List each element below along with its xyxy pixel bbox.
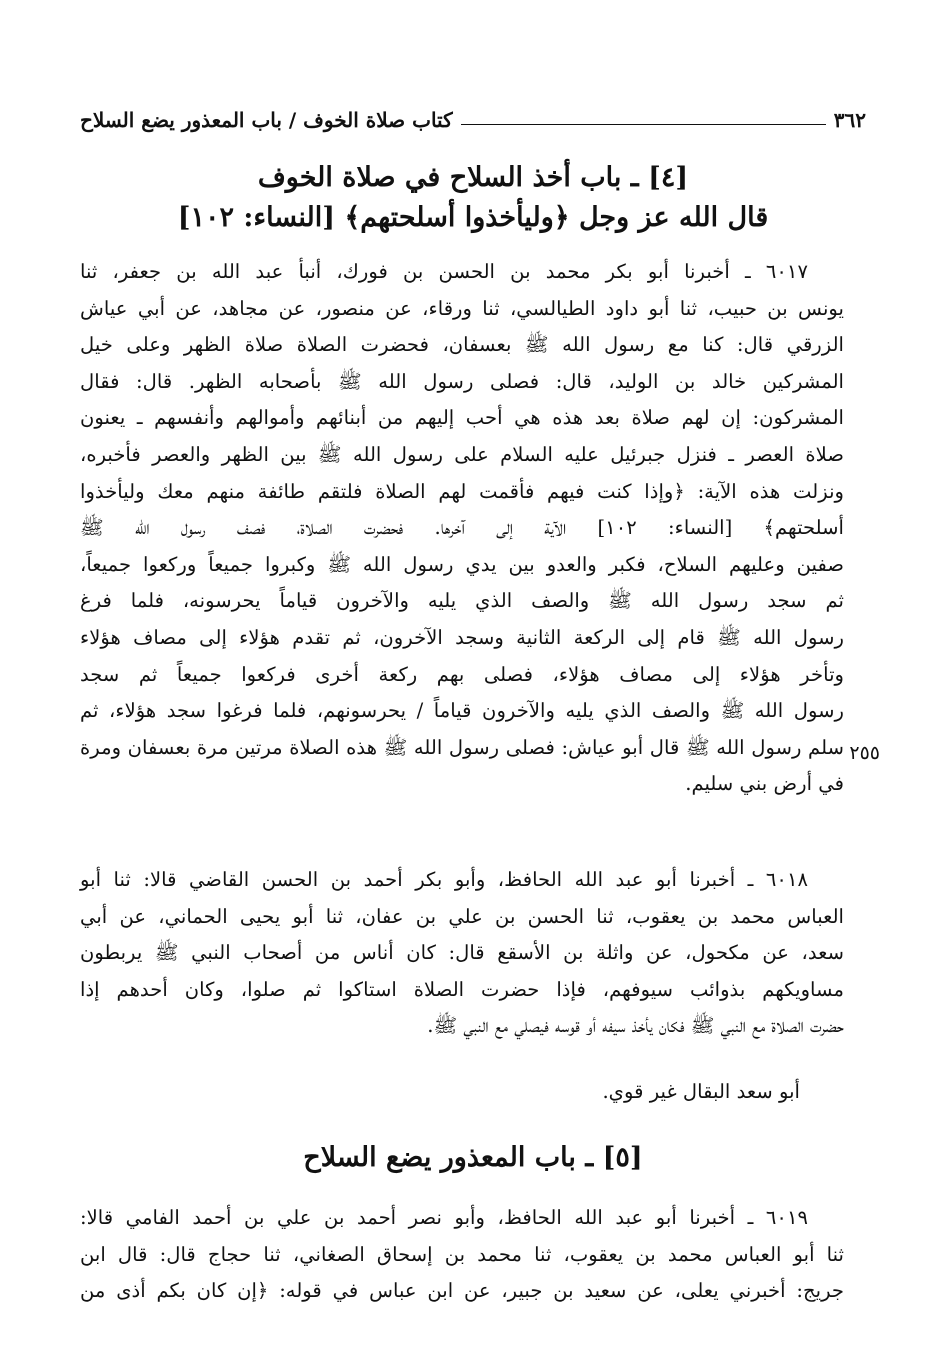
- text-line: جريج: أخبرني يعلى، عن سعيد بن جبير، عن ابن عباس في قوله: ﴿إن كان بكم أذى من: [80, 1279, 844, 1303]
- hadith-6018: [80, 862, 844, 1045]
- text-line: ثم سجد رسول الله ﷺ والصف الذي يليه والآخرون قياماً يحرسونه، فلما فرغ: [80, 589, 844, 613]
- text-line: رسول الله ﷺ والصف الذي يليه والآخرون قياماً / يحرسونهم، فلما فرغوا سجد هؤلاء، ثم: [80, 699, 844, 723]
- chapter-5-title: [٥] ـ باب المعذور يضع السلاح: [303, 1142, 643, 1173]
- text-line: ثنا أبو العباس محمد بن يعقوب، ثنا محمد بن إسحاق الصغاني، ثنا حجاج قال: قال ابن: [80, 1242, 844, 1266]
- text-line: في أرض بني سليم.: [685, 772, 844, 796]
- page-number: ٣٦٢: [833, 108, 866, 132]
- text-line: رسول الله ﷺ قام إلى الركعة الثانية وسجد الآخرون، ثم تقدم هؤلاء إلى مصاف هؤلاء: [80, 625, 844, 649]
- text-line: ٦٠١٨ ـ أخبرنا أبو عبد الله الحافظ، وأبو بكر أحمد بن الحسن القاضي قالا: ثنا أبو: [80, 868, 808, 891]
- text-line: المشركين خالد بن الوليد، قال: فصلى رسول الله ﷺ بأصحابه الظهر. قال: فقال: [80, 369, 844, 393]
- hadith-6018-note: أبو سعد البقال غير قوي.: [602, 1080, 800, 1103]
- text-line: العباس محمد بن يعقوب، ثنا الحسن بن علي بن عفان، ثنا أبو يحيى الحماني، عن أبي: [80, 904, 844, 928]
- chapter-4-title: [٤] ـ باب أخذ السلاح في صلاة الخوف: [257, 162, 689, 193]
- text-line: سلم رسول الله ﷺ قال أبو عياش: فصلى رسول الله ﷺ هذه الصلاة مرتين مرة بعسفان ومرة: [80, 735, 844, 759]
- running-header: [80, 98, 866, 132]
- text-line: ٦٠١٧ ـ أخبرنا أبو بكر محمد بن الحسن بن فورك، أنبأ عبد الله بن جعفر، ثنا: [80, 260, 808, 283]
- text-line: ٦٠١٩ ـ أخبرنا أبو عبد الله الحافظ، وأبو نصر أحمد بن علي بن أحمد الفامي قالا:: [80, 1206, 808, 1229]
- text-line: وتأخر هؤلاء إلى مصاف هؤلاء، فصلى بهم ركعة أخرى فركعوا جميعاً ثم سجد: [80, 662, 844, 686]
- text-line: يونس بن حبيب، ثنا أبو داود الطيالسي، ثنا ورقاء، عن منصور، عن مجاهد، عن أبي عياش: [80, 296, 844, 320]
- margin-page-reference: ٢٥٥: [849, 742, 880, 764]
- text-line: صفين وعليهم السلاح، فكبر والعدو بين يدي رسول الله ﷺ وكبروا جميعاً وركعوا جميعاً،: [80, 552, 844, 576]
- text-line: ونزلت هذه الآية: ﴿وإذا كنت فيهم فأقمت لهم الصلاة فلتقم طائفة منهم معك وليأخذوا: [80, 479, 844, 503]
- text-line: المشركون: إن لهم صلاة بعد هذه هي أحب إليهم من أبنائهم وأموالهم وأنفسهم ـ يعنون: [80, 406, 844, 430]
- text-line: حضرت الصلاة مع النبي ﷺ فكان يأخذ سيفه أو قوسه فيصلي مع النبي ﷺ.: [427, 1014, 844, 1038]
- chapter-4-verse: قال الله عز وجل ﴿وليأخذوا أسلحتهم﴾ [النساء: ١٠٢]: [177, 202, 769, 233]
- text-line: الزرقي قال: كنا مع رسول الله ﷺ بعسفان، فحضرت الصلاة صلاة الظهر وعلى خيل: [80, 333, 844, 357]
- hadith-6019: [80, 1200, 844, 1310]
- hadith-6017: [80, 254, 844, 803]
- header-rule: [461, 124, 826, 125]
- text-line: سعد، عن مكحول، عن واثلة بن الأسقع قال: كان أناس من أصحاب النبي ﷺ يربطون: [80, 941, 844, 965]
- text-line: مساويكهم بذوائب سيوفهم، فإذا حضرت الصلاة استاكوا ثم صلوا، وكان أحدهم إذا: [80, 977, 844, 1001]
- text-line: أسلحتهم﴾ [النساء: ١٠٢] الآية إلى آخرها. فحضرت الصلاة، فصف رسول الله ﷺ: [80, 516, 844, 540]
- text-line: صلاة العصر ـ فنزل جبرئيل عليه السلام على رسول الله ﷺ بين الظهر والعصر فأخبره،: [80, 442, 844, 466]
- running-title: كتاب صلاة الخوف / باب المعذور يضع السلاح: [80, 108, 453, 132]
